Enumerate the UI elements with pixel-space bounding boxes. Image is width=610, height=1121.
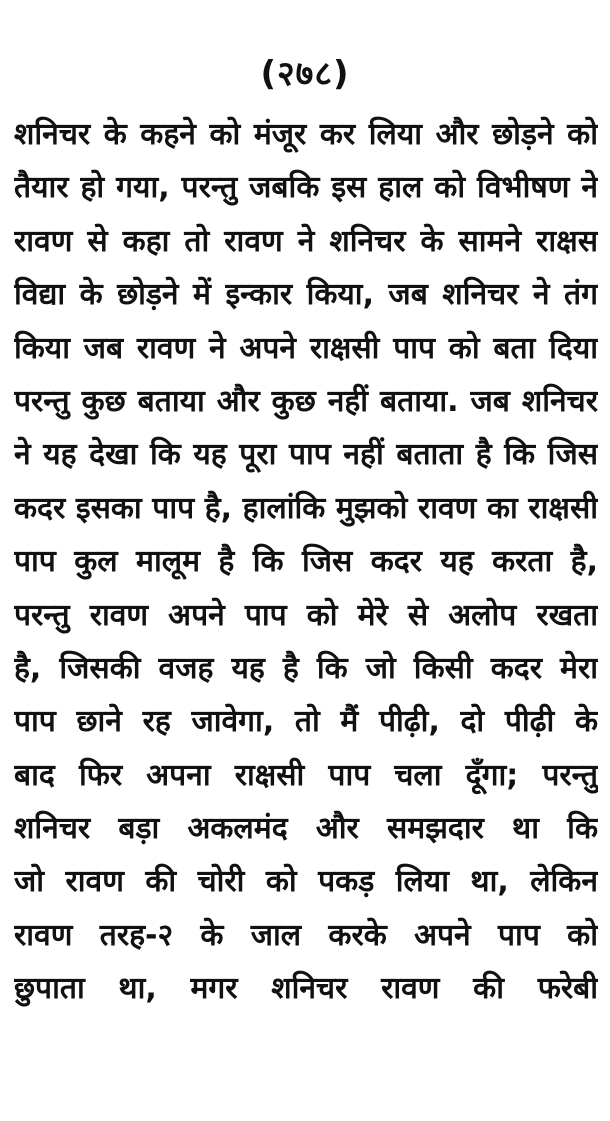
page-number: (२७८) [260,54,350,94]
text-line: रावण से कहा तो रावण ने शनिचर के सामने राक्षस [14,223,598,259]
text-line: है, जिसकी वजह यह है कि जो किसी कदर मेरा [14,650,598,686]
body-text [14,108,598,1016]
text-line: पाप कुल मालूम है कि जिस कदर यह करता है, [14,544,598,580]
text-line: तैयार हो गया, परन्तु जबकि इस हाल को विभीषण ने [14,170,598,206]
text-line: छुपाता था, मगर शनिचर रावण की फरेबी [14,971,598,1007]
text-line: बाद फिर अपना राक्षसी पाप चला दूँगा; परन्तु [14,757,598,793]
text-line: किया जब रावण ने अपने राक्षसी पाप को बता दिया [14,330,598,366]
text-line: कदर इसका पाप है, हालांकि मुझको रावण का राक्षसी [14,490,598,526]
text-line: ने यह देखा कि यह पूरा पाप नहीं बताता है कि जिस [14,437,598,473]
text-line: शनिचर बड़ा अकलमंद और समझदार था कि [14,811,598,847]
text-line: जो रावण की चोरी को पकड़ लिया था, लेकिन [14,864,598,900]
text-line: शनिचर के कहने को मंजूर कर लिया और छोड़ने को [14,117,598,152]
text-line: विद्या के छोड़ने में इन्कार किया, जब शनिचर ने तंग [14,277,598,313]
text-line: परन्तु रावण अपने पाप को मेरे से अलोप रखता [14,597,598,633]
text-line: पाप छाने रह जावेगा, तो मैं पीढ़ी, दो पीढ़ी के [14,704,598,740]
text-line: परन्तु कुछ बताया और कुछ नहीं बताया. जब शनिचर [14,383,598,419]
text-line: रावण तरह-२ के जाल करके अपने पाप को [14,917,598,953]
